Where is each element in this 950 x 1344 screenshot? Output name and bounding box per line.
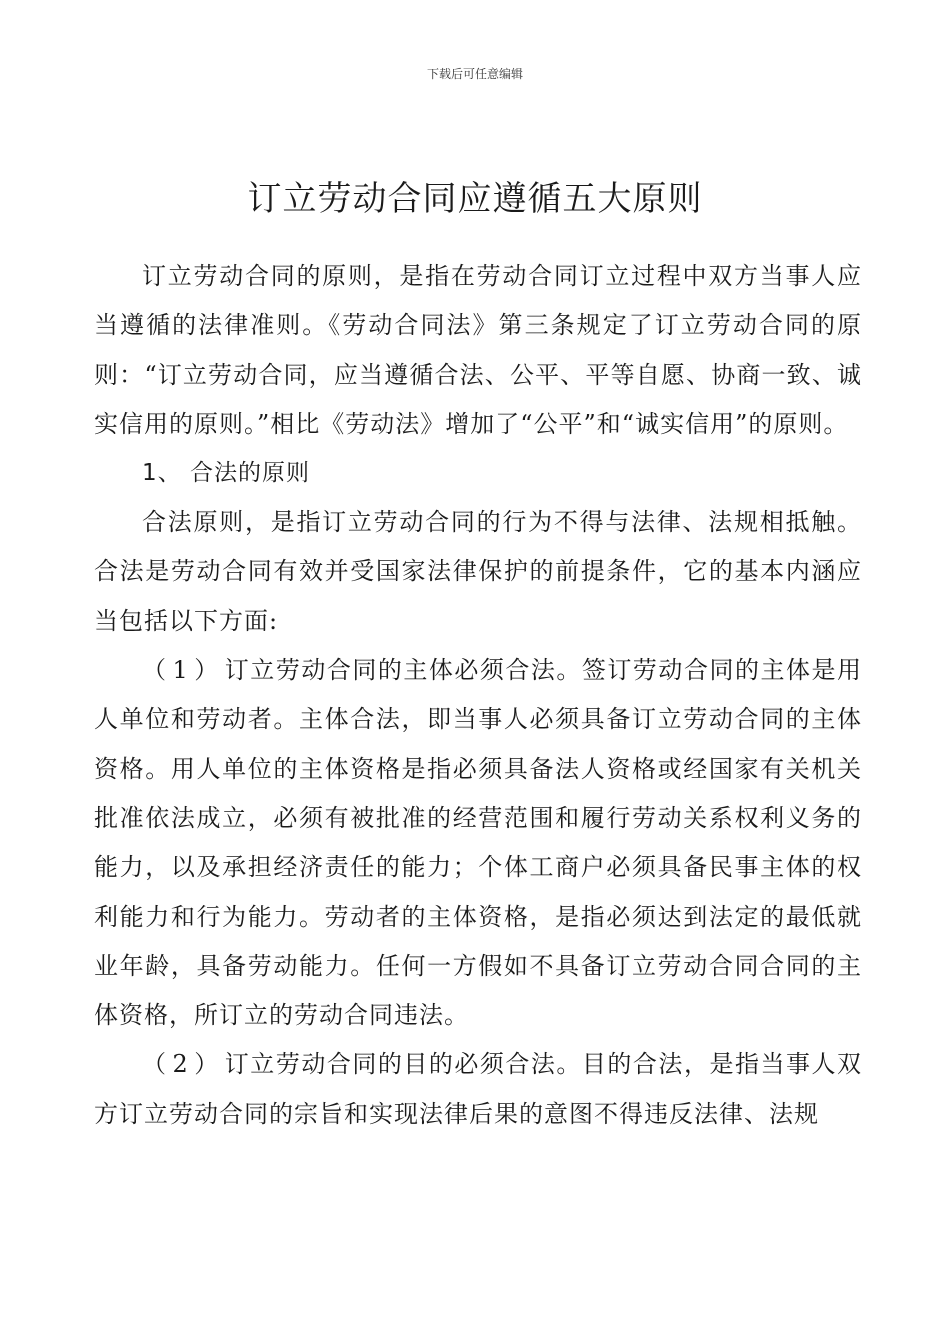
document-body bbox=[94, 252, 862, 1139]
list-item-2-text: 订立劳动合同的目的必须合法。目的合法，是指当事人双方订立劳动合同的宗旨和实现法律后果的意图不得违反法律、法规 bbox=[94, 1050, 862, 1128]
list-item-2-label: （2） bbox=[142, 1050, 225, 1079]
legality-paragraph: 合法原则，是指订立劳动合同的行为不得与法律、法规相抵触。合法是劳动合同有效并受国家法律保护的前提条件，它的基本内涵应当包括以下方面: bbox=[94, 508, 862, 635]
document-title: 订立劳动合同应遵循五大原则 bbox=[247, 179, 703, 219]
page-header-note: 下载后可任意编辑 bbox=[426, 67, 523, 81]
list-item-1-label: （1） bbox=[142, 656, 225, 685]
list-item-2 bbox=[94, 1040, 862, 1139]
section-heading-legality: 1、 合法的原则 bbox=[142, 460, 310, 487]
intro-paragraph: 订立劳动合同的原则，是指在劳动合同订立过程中双方当事人应当遵循的法律准则。《劳动合同法》第三条规定了订立劳动合同的原则：“订立劳动合同，应当遵循合法、公平、平等自愿、协商一致、诚实信用的原则。”相比《劳动法》增加了“公平”和“诚实信用”的原则。 bbox=[94, 262, 862, 438]
list-item-1 bbox=[94, 646, 862, 1040]
list-item-1-text: 订立劳动合同的主体必须合法。签订劳动合同的主体是用人单位和劳动者。主体合法，即当事人必须具备订立劳动合同的主体资格。用人单位的主体资格是指必须具备法人资格或经国家有关机关批准依法成立，必须有被批准的经营范围和履行劳动关系权利义务的能力，以及承担经济责任的能力；个体工商户必须具备民事主体的权利能力和行为能力。劳动者的主体资格，是指必须达到法定的最低就业年龄，具备劳动能力。任何一方假如不具备订立劳动合同合同的主体资格，所订立的劳动合同违法。 bbox=[94, 656, 862, 1030]
